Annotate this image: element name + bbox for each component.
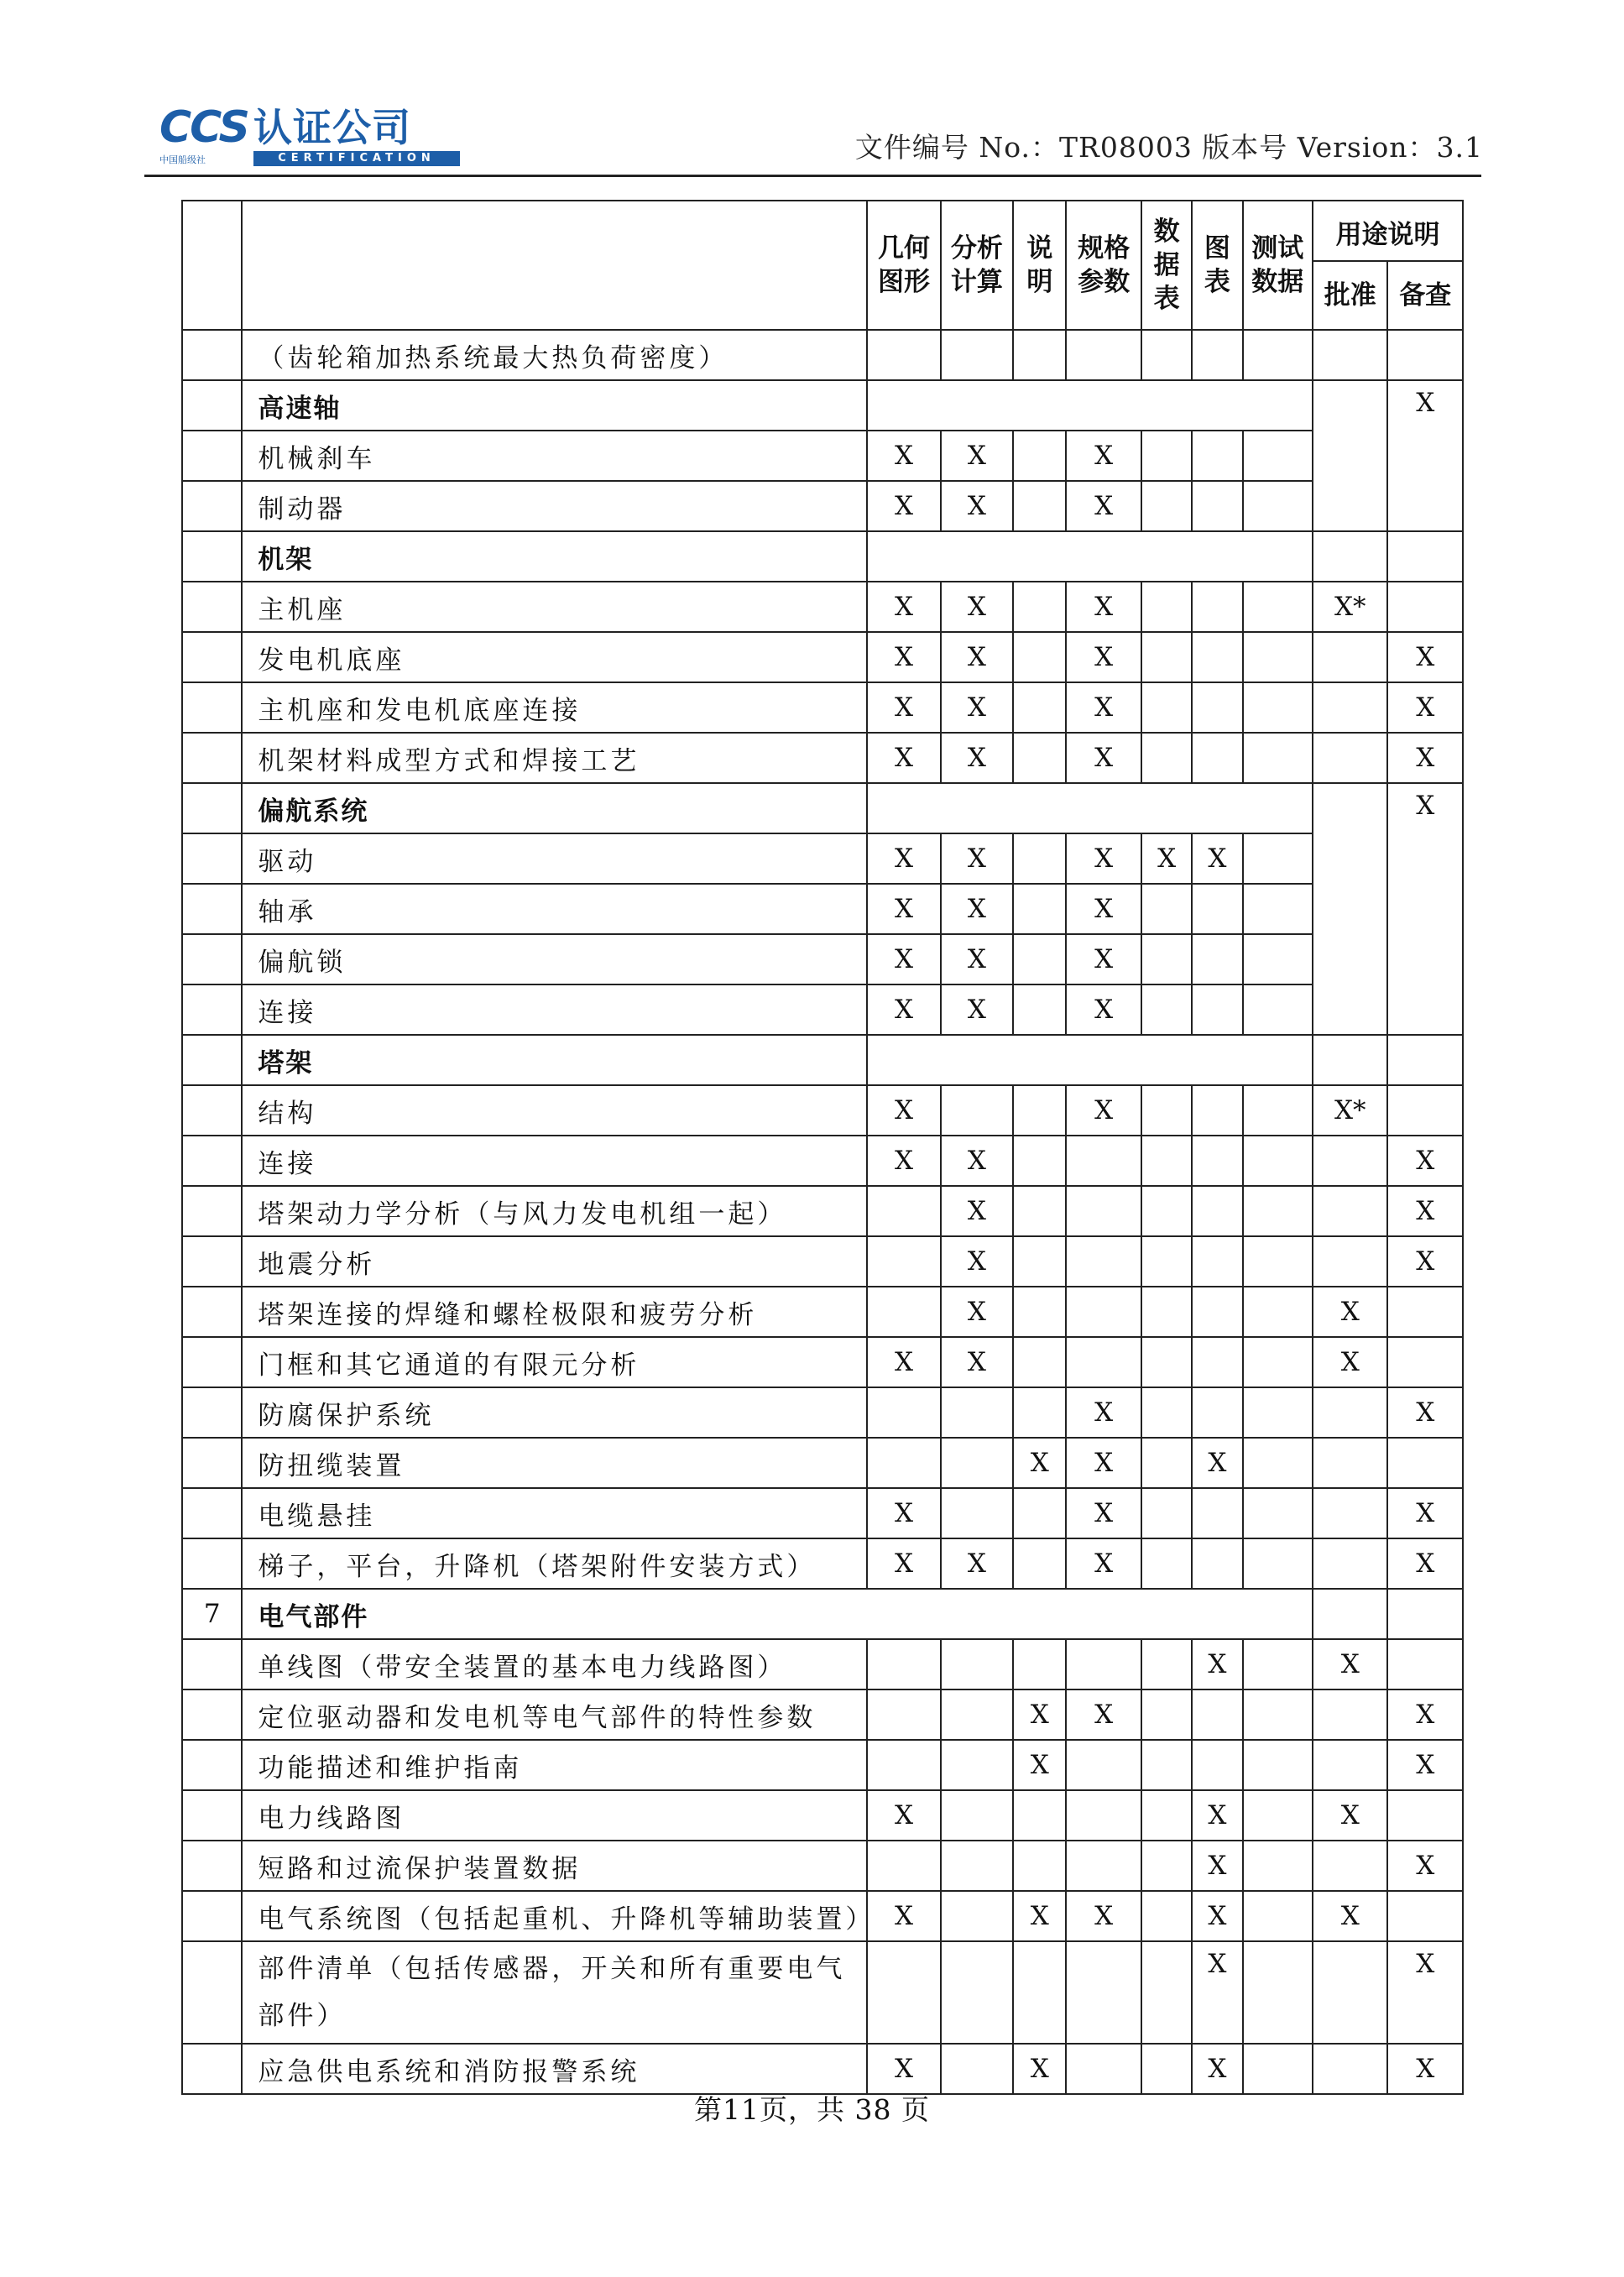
mark-specs: X [1066, 481, 1141, 531]
table-row [182, 783, 1463, 833]
mark-reference: X [1387, 682, 1463, 733]
row-label: 功能描述和维护指南 [242, 1740, 867, 1790]
mark-analysis: X [941, 884, 1013, 934]
row-label: 制动器 [242, 481, 867, 531]
table-row [182, 380, 1463, 431]
col-reference: 备查 [1387, 261, 1463, 330]
row-number [182, 2044, 242, 2094]
mark-specs: X [1066, 833, 1141, 884]
row-label: 偏航锁 [242, 934, 867, 984]
mark-chart: X [1192, 2044, 1242, 2094]
mark-geometry: X [867, 984, 940, 1035]
row-label: 单线图（带安全装置的基本电力线路图） [242, 1639, 867, 1689]
row-number [182, 783, 242, 833]
row-number [182, 733, 242, 783]
row-label: 应急供电系统和消防报警系统 [242, 2044, 867, 2094]
table-row [182, 1488, 1463, 1538]
row-label: 塔架动力学分析（与风力发电机组一起） [242, 1186, 867, 1236]
row-label: 轴承 [242, 884, 867, 934]
mark-analysis: X [941, 1287, 1013, 1337]
mark-reference: X [1387, 733, 1463, 783]
mark-geometry: X [867, 2044, 940, 2094]
row-label: 驱动 [242, 833, 867, 884]
mark-geometry: X [867, 1337, 940, 1387]
mark-geometry: X [867, 884, 940, 934]
table-row [182, 582, 1463, 632]
row-label: 梯子，平台，升降机（塔架附件安装方式） [242, 1538, 867, 1589]
mark-specs: X [1066, 1891, 1141, 1941]
mark-analysis: X [941, 481, 1013, 531]
mark-specs: X [1066, 1488, 1141, 1538]
mark-specs: X [1066, 1689, 1141, 1740]
row-label: 连接 [242, 984, 867, 1035]
mark-analysis: X [941, 1186, 1013, 1236]
col-chart: 图表 [1192, 201, 1242, 330]
table-row [182, 531, 1463, 582]
table-row [182, 330, 1463, 380]
mark-analysis: X [941, 1136, 1013, 1186]
row-number [182, 481, 242, 531]
mark-reference: X [1387, 1236, 1463, 1287]
logo-ccs-text: CCS [159, 102, 248, 153]
mark-analysis: X [941, 1236, 1013, 1287]
mark-specs: X [1066, 682, 1141, 733]
header-blank-num [182, 201, 242, 330]
mark-specs: X [1066, 934, 1141, 984]
group-heading: 塔架 [242, 1035, 867, 1085]
col-specs: 规格参数 [1066, 201, 1141, 330]
row-number [182, 632, 242, 682]
mark-analysis: X [941, 1538, 1013, 1589]
table-row [182, 1085, 1463, 1136]
document-table [181, 200, 1464, 2095]
row-number [182, 380, 242, 431]
row-label: 防扭缆装置 [242, 1438, 867, 1488]
table-row [182, 1186, 1463, 1236]
row-number [182, 1941, 242, 2044]
row-number [182, 1186, 242, 1236]
table-row [182, 1689, 1463, 1740]
row-number [182, 330, 242, 380]
mark-geometry: X [867, 1136, 940, 1186]
mark-reference: X [1387, 1488, 1463, 1538]
mark-geometry: X [867, 1538, 940, 1589]
col-approve: 批准 [1313, 261, 1387, 330]
mark-geometry: X [867, 1085, 940, 1136]
table-row [182, 1841, 1463, 1891]
table-row [182, 1891, 1463, 1941]
table-row [182, 833, 1463, 884]
row-number [182, 431, 242, 481]
mark-reference: X [1387, 1136, 1463, 1186]
group-heading: 偏航系统 [242, 783, 867, 833]
mark-specs: X [1066, 632, 1141, 682]
row-number [182, 1136, 242, 1186]
row-number [182, 1035, 242, 1085]
mark-approve: X [1313, 1790, 1387, 1841]
group-heading: 高速轴 [242, 380, 867, 431]
mark-specs: X [1066, 1438, 1141, 1488]
document-info: 文件编号 No.：TR08003 版本号 Version：3.1 [854, 131, 1483, 164]
mark-reference: X [1387, 2044, 1463, 2094]
row-number [182, 1740, 242, 1790]
row-label: 电气系统图（包括起重机、升降机等辅助装置） [242, 1891, 867, 1941]
mark-chart: X [1192, 1639, 1242, 1689]
table-row [182, 1941, 1463, 2044]
table-row [182, 934, 1463, 984]
section-heading: 电气部件 [242, 1589, 1313, 1639]
table-row [182, 1740, 1463, 1790]
mark-specs: X [1066, 884, 1141, 934]
col-description: 说明 [1013, 201, 1066, 330]
mark-approve: X [1313, 1891, 1387, 1941]
table-row [182, 984, 1463, 1035]
mark-chart: X [1192, 1891, 1242, 1941]
mark-analysis: X [941, 582, 1013, 632]
row-number [182, 1085, 242, 1136]
table-row [182, 1136, 1463, 1186]
mark-chart: X [1192, 1941, 1242, 2044]
mark-approve: X [1313, 1639, 1387, 1689]
row-number [182, 582, 242, 632]
table-row [182, 884, 1463, 934]
mark-description: X [1013, 1891, 1066, 1941]
row-number [182, 934, 242, 984]
mark-geometry: X [867, 733, 940, 783]
page-footer: 第11页，共 38 页 [694, 2093, 930, 2126]
mark-specs: X [1066, 1387, 1141, 1438]
row-label: 主机座和发电机底座连接 [242, 682, 867, 733]
mark-specs: X [1066, 431, 1141, 481]
mark-approve: X [1313, 1287, 1387, 1337]
mark-reference: X [1387, 1387, 1463, 1438]
row-label: 地震分析 [242, 1236, 867, 1287]
row-label: 部件清单（包括传感器，开关和所有重要电气部件） [242, 1941, 867, 2044]
mark-approve: X [1313, 1337, 1387, 1387]
mark-specs: X [1066, 733, 1141, 783]
mark-geometry: X [867, 1488, 940, 1538]
row-label: 定位驱动器和发电机等电气部件的特性参数 [242, 1689, 867, 1740]
mark-specs: X [1066, 1538, 1141, 1589]
row-number [182, 1438, 242, 1488]
row-number [182, 1236, 242, 1287]
table-row [182, 1387, 1463, 1438]
header-rule [144, 175, 1481, 177]
mark-reference: X [1387, 1841, 1463, 1891]
row-number [182, 531, 242, 582]
table-row [182, 1589, 1463, 1639]
row-label: 发电机底座 [242, 632, 867, 682]
mark-reference: X [1387, 1941, 1463, 2044]
row-label: 塔架连接的焊缝和螺栓极限和疲劳分析 [242, 1287, 867, 1337]
row-number [182, 1891, 242, 1941]
table-row [182, 682, 1463, 733]
mark-geometry: X [867, 682, 940, 733]
mark-analysis: X [941, 733, 1013, 783]
row-number [182, 1639, 242, 1689]
logo-sub-text: 中国船级社 [159, 154, 206, 165]
mark-geometry: X [867, 934, 940, 984]
row-label: 机械刹车 [242, 431, 867, 481]
mark-reference: X [1387, 1689, 1463, 1740]
mark-description: X [1013, 2044, 1066, 2094]
mark-geometry: X [867, 632, 940, 682]
col-datasheet: 数据表 [1141, 201, 1192, 330]
mark-description: X [1013, 1438, 1066, 1488]
row-number [182, 1287, 242, 1337]
row-label: （齿轮箱加热系统最大热负荷密度） [242, 330, 867, 380]
mark-specs: X [1066, 1085, 1141, 1136]
row-number [182, 1790, 242, 1841]
col-test-data: 测试数据 [1243, 201, 1313, 330]
group-heading: 机架 [242, 531, 867, 582]
row-label: 主机座 [242, 582, 867, 632]
mark-chart: X [1192, 1790, 1242, 1841]
row-label: 门框和其它通道的有限元分析 [242, 1337, 867, 1387]
table-row [182, 1035, 1463, 1085]
mark-analysis: X [941, 934, 1013, 984]
row-label: 电缆悬挂 [242, 1488, 867, 1538]
col-usage: 用途说明 [1313, 201, 1463, 261]
mark-description: X [1013, 1689, 1066, 1740]
mark-reference: X [1387, 783, 1463, 1035]
ccs-logo [159, 102, 462, 168]
mark-reference: X [1387, 1538, 1463, 1589]
row-number [182, 833, 242, 884]
mark-analysis: X [941, 632, 1013, 682]
row-number [182, 1488, 242, 1538]
table-row [182, 431, 1463, 481]
row-label: 防腐保护系统 [242, 1387, 867, 1438]
mark-geometry: X [867, 1891, 940, 1941]
section-number: 7 [182, 1589, 242, 1639]
table-row [182, 1337, 1463, 1387]
mark-specs: X [1066, 582, 1141, 632]
table-row [182, 1438, 1463, 1488]
mark-analysis: X [941, 682, 1013, 733]
mark-chart: X [1192, 1841, 1242, 1891]
row-label: 短路和过流保护装置数据 [242, 1841, 867, 1891]
mark-approve: X* [1313, 582, 1387, 632]
table-header-row [182, 201, 1463, 261]
row-number [182, 884, 242, 934]
row-number [182, 1841, 242, 1891]
mark-chart: X [1192, 1438, 1242, 1488]
mark-reference: X [1387, 1186, 1463, 1236]
row-number [182, 1337, 242, 1387]
mark-geometry: X [867, 431, 940, 481]
row-label: 电力线路图 [242, 1790, 867, 1841]
table-row [182, 481, 1463, 531]
mark-specs: X [1066, 984, 1141, 1035]
row-number [182, 1387, 242, 1438]
mark-approve: X* [1313, 1085, 1387, 1136]
col-geometry: 几何图形 [867, 201, 940, 330]
table-row [182, 2044, 1463, 2094]
mark-chart: X [1192, 833, 1242, 884]
mark-geometry: X [867, 833, 940, 884]
header-blank-item [242, 201, 867, 330]
row-number [182, 1538, 242, 1589]
mark-analysis: X [941, 984, 1013, 1035]
table-row [182, 733, 1463, 783]
table-row [182, 1538, 1463, 1589]
mark-geometry: X [867, 1790, 940, 1841]
mark-reference: X [1387, 380, 1463, 531]
mark-description: X [1013, 1740, 1066, 1790]
mark-reference: X [1387, 1740, 1463, 1790]
table-row [182, 1236, 1463, 1287]
mark-geometry: X [867, 582, 940, 632]
col-analysis: 分析计算 [941, 201, 1013, 330]
row-number [182, 984, 242, 1035]
mark-reference: X [1387, 632, 1463, 682]
table-row [182, 632, 1463, 682]
mark-analysis: X [941, 1337, 1013, 1387]
mark-analysis: X [941, 833, 1013, 884]
row-number [182, 682, 242, 733]
row-label: 机架材料成型方式和焊接工艺 [242, 733, 867, 783]
mark-geometry: X [867, 481, 940, 531]
table-row [182, 1639, 1463, 1689]
row-label: 连接 [242, 1136, 867, 1186]
logo-cn-text: 认证公司 [253, 105, 411, 150]
mark-datasheet: X [1141, 833, 1192, 884]
row-number [182, 1689, 242, 1740]
mark-analysis: X [941, 431, 1013, 481]
logo-en-text: CERTIFICATION [253, 151, 460, 166]
row-label: 结构 [242, 1085, 867, 1136]
table-row [182, 1790, 1463, 1841]
table-row [182, 1287, 1463, 1337]
